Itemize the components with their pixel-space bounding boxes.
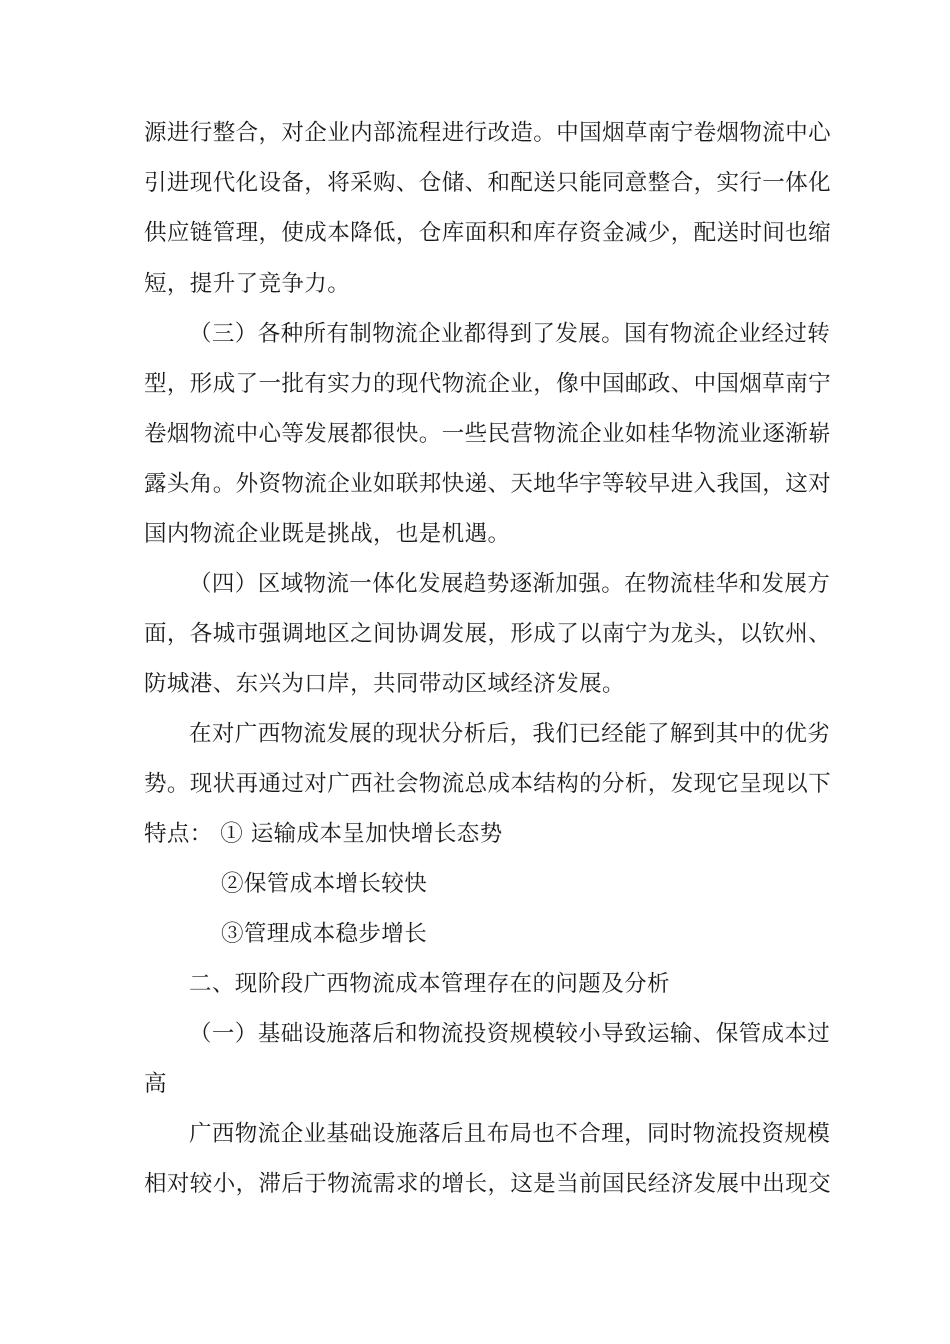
- text-line: 高: [144, 1071, 167, 1097]
- paragraph-heading-3: （三）各种所有制物流企业都得到了发展。国有物流企业经过转: [189, 321, 831, 347]
- text-line: 面，各城市强调地区之间协调发展，形成了以南宁为龙头，以钦州、: [144, 621, 832, 647]
- section-heading: 二、现阶段广西物流成本管理存在的问题及分析: [189, 971, 670, 997]
- list-item-1: 特点： ① 运输成本呈加快增长态势: [144, 821, 503, 847]
- text-line: 引进现代化设备，将采购、仓储、和配送只能同意整合，实行一体化: [144, 170, 832, 196]
- text-line: 势。现状再通过对广西社会物流总成本结构的分析，发现它呈现以下: [144, 771, 832, 797]
- text-line: 在对广西物流发展的现状分析后，我们已经能了解到其中的优劣: [189, 721, 831, 747]
- text-line: 广西物流企业基础设施落后且布局也不合理，同时物流投资规模: [189, 1121, 831, 1147]
- text-line: 露头角。外资物流企业如联邦快递、天地华宇等较早进入我国，这对: [144, 471, 832, 497]
- text-line: 型，形成了一批有实力的现代物流企业，像中国邮政、中国烟草南宁: [144, 371, 832, 397]
- text-line: 相对较小，滞后于物流需求的增长，这是当前国民经济发展中出现交: [144, 1171, 832, 1197]
- text-line: 卷烟物流中心等发展都很快。一些民营物流企业如桂华物流业逐渐崭: [144, 421, 832, 447]
- text-line: 供应链管理，使成本降低，仓库面积和库存资金减少，配送时间也缩: [144, 220, 832, 246]
- text-line: 源进行整合，对企业内部流程进行改造。中国烟草南宁卷烟物流中心: [144, 120, 832, 146]
- list-item-2: ②保管成本增长较快: [221, 871, 428, 897]
- text-line: 短，提升了竞争力。: [144, 271, 351, 297]
- paragraph-heading-4: （四）区域物流一体化发展趋势逐渐加强。在物流桂华和发展方: [189, 571, 831, 597]
- text-line: 防城港、东兴为口岸，共同带动区域经济发展。: [144, 671, 625, 697]
- subsection-heading: （一）基础设施落后和物流投资规模较小导致运输、保管成本过: [189, 1021, 831, 1047]
- text-line: 国内物流企业既是挑战，也是机遇。: [144, 521, 511, 547]
- list-item-3: ③管理成本稳步增长: [221, 921, 428, 947]
